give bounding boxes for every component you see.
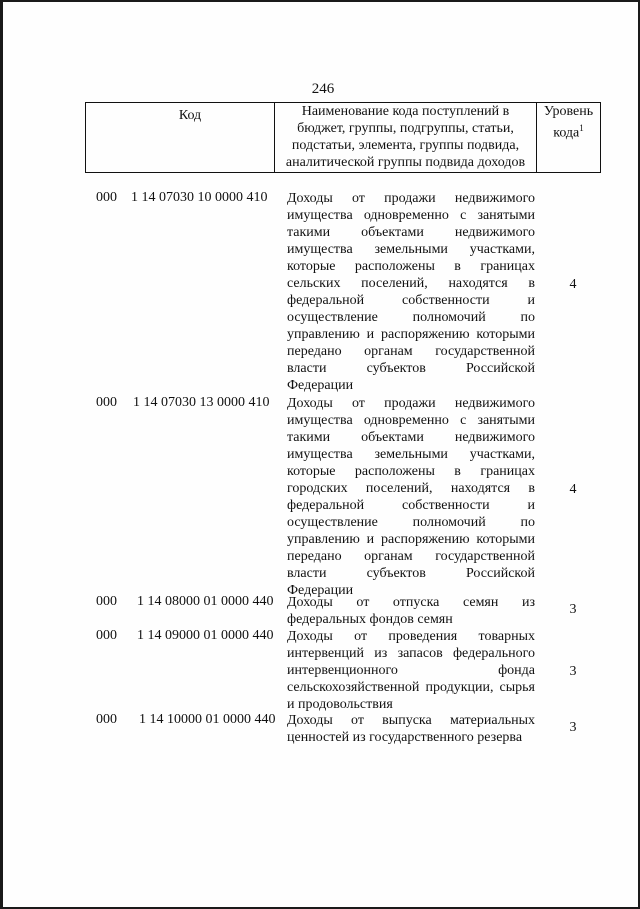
row-name-line: федеральных фондов семян: [287, 612, 453, 627]
row-level: 3: [569, 664, 577, 679]
row-name-line: имущества одновременно с занятыми: [287, 413, 535, 428]
header-level: [537, 103, 600, 172]
row-name-line: имущества одновременно с занятыми: [287, 208, 535, 223]
row-level: 3: [569, 602, 577, 617]
row-name-line: Доходы от отпуска семян из: [287, 595, 535, 610]
header-name-line: аналитической группы подвида доходов: [285, 155, 526, 170]
row-group-code: 000: [96, 190, 117, 205]
row-name: [287, 712, 535, 746]
header-name-line: подстатьи, элемента, группы подвида,: [291, 138, 520, 153]
row-group-code: 000: [96, 395, 117, 410]
row-name-line: такими объектами недвижимого: [287, 225, 535, 240]
row-name-line: имущества земельными участками,: [287, 242, 535, 257]
row-code: 1 14 07030 10 0000 410: [131, 190, 268, 205]
row-name-line: имущества земельными участками,: [287, 447, 535, 462]
header-code: Код: [86, 103, 275, 172]
row-name-line: Доходы от продажи недвижимого: [287, 191, 535, 206]
row-name-line: Федерации: [287, 378, 354, 393]
row-level: 4: [569, 277, 577, 292]
row-group-code: 000: [96, 594, 117, 609]
header-name-line: Наименование кода поступлений в: [301, 104, 510, 119]
row-name-line: осуществление полномочий по: [287, 310, 535, 325]
row-code: 1 14 09000 01 0000 440: [137, 628, 274, 643]
row-name-line: передано органам государственной: [287, 344, 535, 359]
row-code: 1 14 07030 13 0000 410: [133, 395, 270, 410]
row-name-line: федеральной собственности и: [287, 498, 535, 513]
row-name-line: Федерации: [287, 583, 354, 598]
table-header: [85, 102, 601, 173]
header-name-line: бюджет, группы, подгруппы, статьи,: [297, 121, 514, 136]
row-name-line: интервенционного фонда: [287, 663, 535, 678]
header-level-word: кода: [553, 125, 580, 141]
row-name-line: и продовольствия: [287, 697, 393, 712]
row-name-line: ценностей из государственного резерва: [287, 730, 523, 745]
row-name-line: такими объектами недвижимого: [287, 430, 535, 445]
row-name-line: осуществление полномочий по: [287, 515, 535, 530]
header-name: [275, 103, 537, 172]
row-name-line: управлению и распоряжению которыми: [287, 532, 535, 547]
row-name-line: федеральной собственности и: [287, 293, 535, 308]
header-level-line: Уровень: [543, 104, 594, 119]
header-level-line: [537, 120, 600, 142]
row-level: 4: [569, 482, 577, 497]
row-name-line: которые расположены в границах: [287, 259, 535, 274]
row-name-line: сельских поселений, находятся в: [287, 276, 535, 291]
row-code: 1 14 10000 01 0000 440: [139, 712, 276, 727]
row-level: 3: [569, 720, 577, 735]
row-name-line: власти субъектов Российской: [287, 566, 535, 581]
row-name-line: интервенций из запасов федерального: [287, 646, 535, 661]
row-name-line: передано органам государственной: [287, 549, 535, 564]
row-group-code: 000: [96, 712, 117, 727]
row-name-line: Доходы от выпуска материальных: [287, 713, 535, 728]
row-group-code: 000: [96, 628, 117, 643]
row-code: 1 14 08000 01 0000 440: [137, 594, 274, 609]
row-name-line: сельскохозяйственной продукции, сырья: [287, 680, 535, 695]
row-name-line: которые расположены в границах: [287, 464, 535, 479]
row-name-line: Доходы от продажи недвижимого: [287, 396, 535, 411]
row-name: [287, 628, 535, 713]
row-name-line: Доходы от проведения товарных: [287, 629, 535, 644]
row-name: [287, 190, 535, 394]
row-name-line: власти субъектов Российской: [287, 361, 535, 376]
page-number: 246: [311, 81, 335, 97]
row-name: [287, 594, 535, 628]
row-name-line: управлению и распоряжению которыми: [287, 327, 535, 342]
row-name-line: городских поселений, находятся в: [287, 481, 535, 496]
row-name: [287, 395, 535, 599]
footnote-marker: 1: [579, 123, 584, 133]
